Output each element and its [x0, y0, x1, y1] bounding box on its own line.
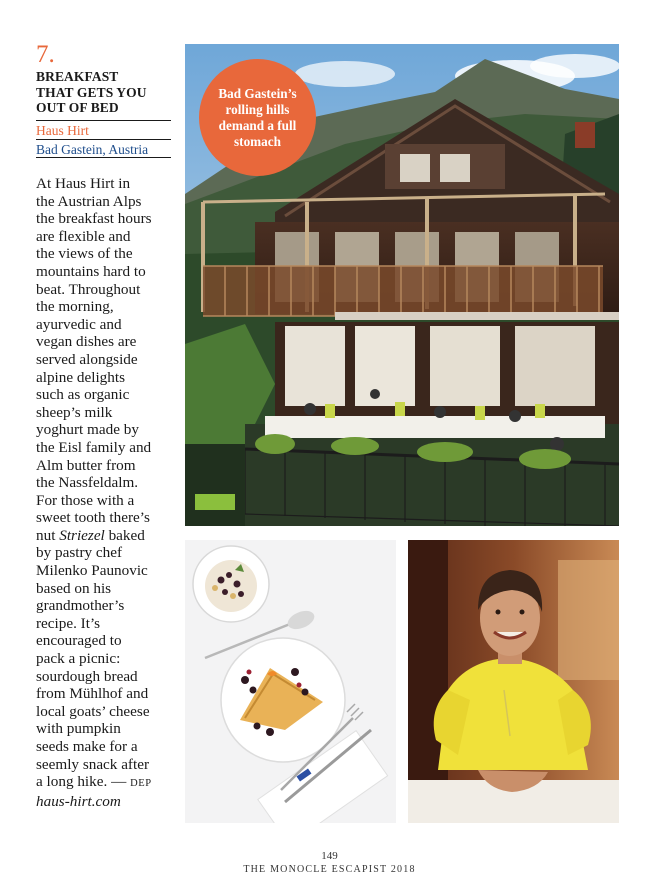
article-number: 7. [36, 41, 55, 68]
body-fragment: baked [104, 526, 145, 544]
body-line: the views of the [36, 245, 133, 263]
body-line: For those with a [36, 491, 135, 509]
body-line: At Haus Hirt in [36, 175, 131, 192]
callout-circle [199, 59, 316, 176]
headline-line: OUT OF BED [36, 100, 119, 115]
page-number: 149 [321, 850, 338, 862]
body-line: sourdough bread [36, 667, 138, 685]
body-line: vegan dishes are [36, 333, 137, 351]
headline-line: BREAKFAST [36, 69, 119, 84]
divider [36, 120, 171, 121]
body-line [36, 773, 178, 793]
body-line: the Eisl family and [36, 438, 152, 456]
body-line: from Mühlhof and [36, 685, 149, 703]
body-line: yoghurt made by [36, 421, 139, 439]
venue-location: Bad Gastein, Austria [36, 142, 149, 157]
body-line: Milenko Paunovic [36, 562, 148, 580]
breakfast-table-illustration [185, 540, 396, 823]
body-line: served alongside [36, 350, 138, 368]
body-line: by pastry chef [36, 544, 123, 562]
body-line: based on his [36, 579, 112, 597]
publication-name: THE MONOCLE ESCAPIST 2018 [243, 864, 416, 875]
body-line: are flexible and [36, 227, 131, 245]
body-line: grandmother’s [36, 597, 125, 615]
body-line: the Nassfeldalm. [36, 474, 139, 492]
breakfast-table-photo [185, 540, 396, 823]
body-line: sheep’s milk [36, 403, 113, 421]
body-fragment: a long hike. — [36, 773, 131, 791]
body-line: Alm butter from [36, 456, 136, 474]
article-body [36, 175, 178, 810]
venue-name: Haus Hirt [36, 123, 89, 138]
body-line: sweet tooth there’s [36, 509, 150, 527]
article-headline [36, 69, 176, 116]
body-line: mountains hard to [36, 262, 146, 280]
body-line: with pumpkin [36, 720, 121, 738]
body-line: encouraged to [36, 632, 122, 650]
divider [36, 139, 171, 140]
website-link[interactable]: haus-hirt.com [36, 792, 121, 810]
body-line: the Austrian Alps [36, 192, 142, 210]
divider [36, 157, 171, 158]
body-line: such as organic [36, 386, 130, 404]
body-line: beat. Throughout [36, 280, 141, 298]
host-portrait-photo [408, 540, 619, 823]
body-line: seemly snack after [36, 755, 150, 773]
body-line: recipe. It’s [36, 614, 101, 632]
body-fragment: nut [36, 526, 60, 544]
body-line: the breakfast hours [36, 210, 152, 228]
body-line: the morning, [36, 298, 114, 316]
body-line: ayurvedic and [36, 315, 122, 333]
body-line [36, 527, 178, 545]
author-initials: DEP [130, 778, 152, 790]
headline-line: THAT GETS YOU [36, 84, 147, 100]
striezel-term: Striezel [59, 526, 105, 544]
body-line: local goats’ cheese [36, 702, 150, 720]
callout-text: Bad Gastein’s rolling hills demand a full stomach [218, 85, 297, 149]
host-portrait-illustration [408, 540, 619, 823]
body-line: pack a picnic: [36, 650, 121, 668]
body-line: alpine delights [36, 368, 125, 386]
body-line: seeds make for a [36, 738, 138, 755]
